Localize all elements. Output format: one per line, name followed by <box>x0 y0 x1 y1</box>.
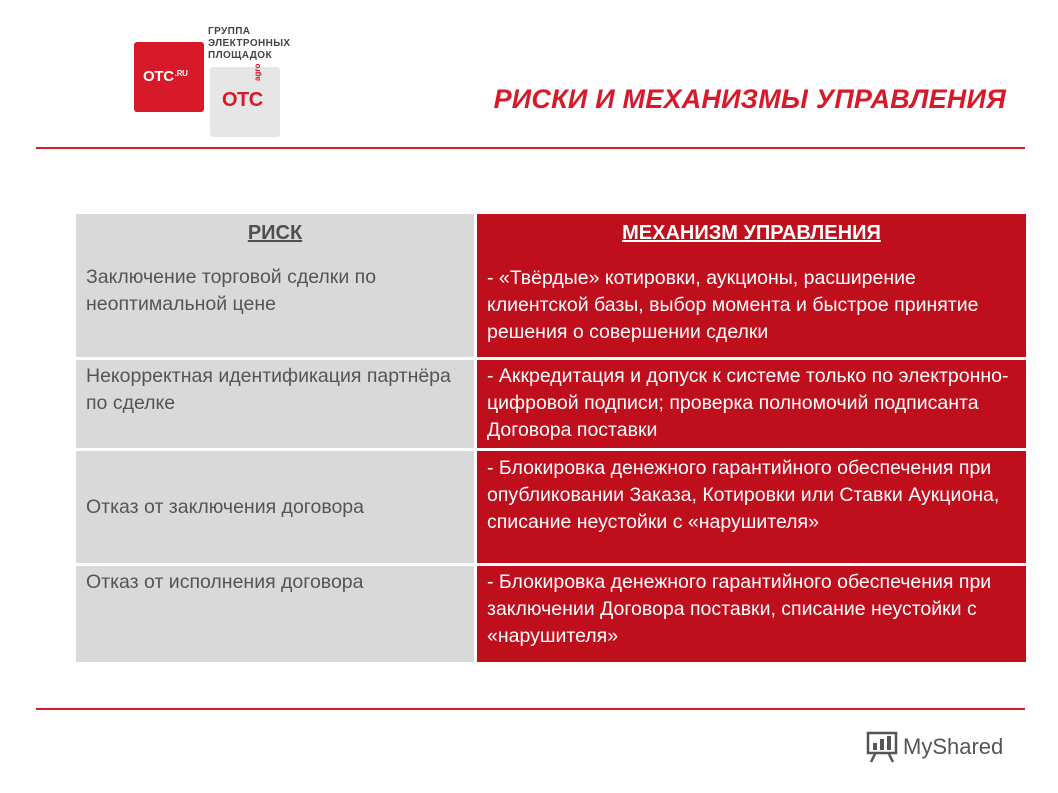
top-divider <box>36 147 1025 149</box>
table-row <box>76 566 1026 662</box>
myshared-watermark <box>865 730 1003 764</box>
bottom-divider <box>36 708 1025 710</box>
risk-table <box>76 214 1026 662</box>
header-mechanism: МЕХАНИЗМ УПРАВЛЕНИЯ <box>477 214 1026 254</box>
agro-otc-logo: agro OTC <box>210 67 280 137</box>
risk-cell: Отказ от исполнения договора <box>76 566 474 662</box>
table-row <box>76 451 1026 563</box>
header-risk: РИСК <box>76 214 474 254</box>
page-title: РИСКИ И МЕХАНИЗМЫ УПРАВЛЕНИЯ <box>493 84 1006 114</box>
otc-logo <box>134 42 204 112</box>
risk-cell: Отказ от заключения договора <box>76 451 474 563</box>
presentation-board-icon <box>865 730 899 764</box>
mechanism-cell: - Блокировка денежного гарантийного обеспечения при опубликовании Заказа, Котировки или Ставки Аукциона, списание неустойки с «нарушителя» <box>477 451 1026 563</box>
table-row <box>76 254 1026 357</box>
otc-logo-text: $OTC^{.RU}$ <box>143 68 188 85</box>
mechanism-cell: - Блокировка денежного гарантийного обеспечения при заключении Договора поставки, списание неустойки с «нарушителя» <box>477 566 1026 662</box>
risk-cell: Некорректная идентификация партнёра по сделке <box>76 360 474 448</box>
mechanism-cell: - «Твёрдые» котировки, аукционы, расширение клиентской базы, выбор момента и быстрое принятие решения о совершении сделки <box>477 254 1026 357</box>
logo-group-caption: ГРУППА ЭЛЕКТРОННЫХ ПЛОЩАДОК <box>208 26 291 61</box>
watermark-text: MyShared <box>903 734 1004 759</box>
table-row <box>76 360 1026 448</box>
mechanism-cell: - Аккредитация и допуск к системе только по электронно-цифровой подписи; проверка полномочий подписанта Договора поставки <box>477 360 1026 448</box>
risk-cell: Заключение торговой сделки по неоптимальной цене <box>76 254 474 357</box>
table-header <box>76 214 1026 254</box>
